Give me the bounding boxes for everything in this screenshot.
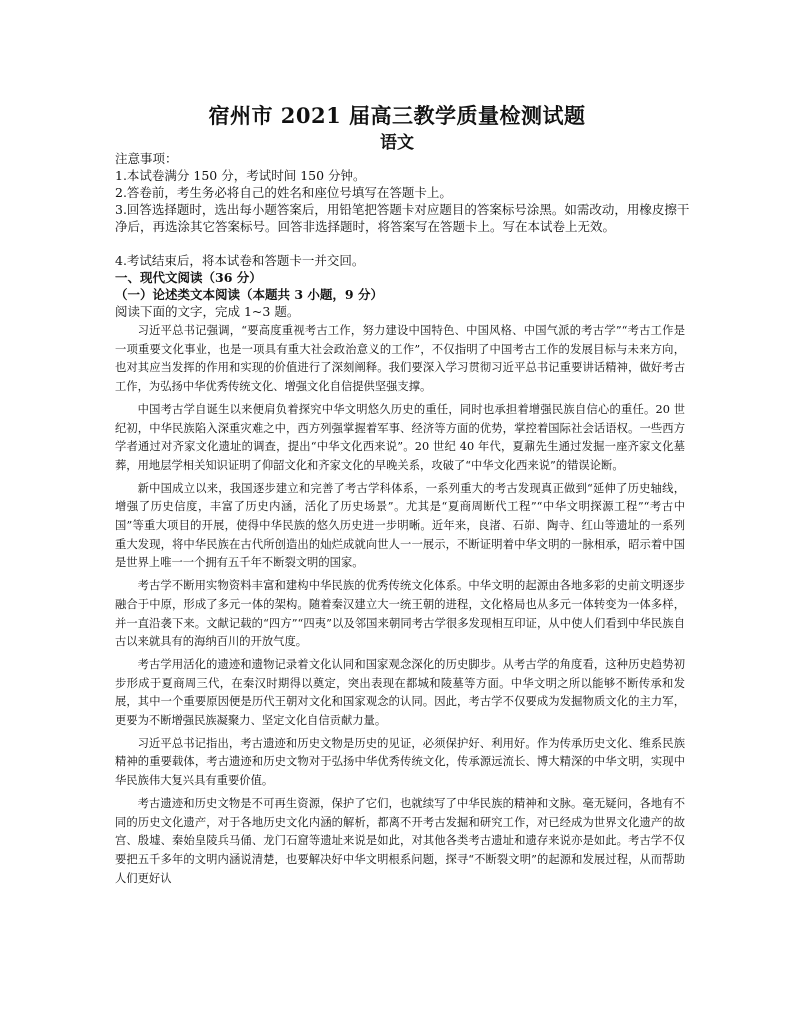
notice-item: 2.答卷前，考生务必将自己的姓名和座位号填写在答题卡上。 xyxy=(115,185,452,200)
notice-heading: 注意事项： xyxy=(115,151,178,166)
passage-paragraph: 考古学用活化的遗迹和遗物记录着文化认同和国家观念深化的历史脚步。从考古学的角度看，这种历史趋势初步形成于夏商周三代，在秦汉时期得以奠定，突出表现在都城和陵墓等方面。中华文明之所以能够不断传承和发展，其中一个重要原因便是历代王朝对文化和国家观念的认同。因此，考古学不仅要成为发掘物质文化的主力军，更要为不断增强民族凝聚力、坚定文化自信贡献力量。 xyxy=(115,657,685,728)
reading-passage xyxy=(115,322,685,888)
subject-title: 语文 xyxy=(380,133,414,153)
subsection-heading: （一）论述类文本阅读（本题共 3 小题，9 分） xyxy=(115,287,383,302)
reading-instruction: 阅读下面的文字，完成 1~3 题。 xyxy=(115,304,300,319)
page-title: 宿州市 2021 届高三教学质量检测试题 xyxy=(208,103,586,128)
notice-item: 4.考试结束后，将本试卷和答题卡一并交回。 xyxy=(115,253,365,268)
notice-item: 3.回答选择题时，选出每小题答案后，用铅笔把答题卡对应题目的答案标号涂黑。如需改动，用橡皮擦干净后，再选涂其它答案标号。回答非选择题时，将答案写在答题卡上。写在本试卷上无效。 xyxy=(115,202,690,234)
passage-paragraph: 习近平总书记指出，考古遗迹和历史文物是历史的见证，必须保护好、利用好。作为传承历史文化、维系民族精神的重要载体，考古遗迹和历史文物对于弘扬中华优秀传统文化，传承源远流长、博大精深的中华文明，实现中华民族伟大复兴具有重要价值。 xyxy=(115,736,685,788)
passage-paragraph: 考古遗迹和历史文物是不可再生资源，保护了它们，也就续写了中华民族的精神和文脉。毫无疑问，各地有不同的历史文化遗产，对于各地历史文化内涵的解析，都离不开考古发掘和研究工作，对已经成为世界文化遗产的故宫、殷墟、秦始皇陵兵马俑、龙门石窟等遗址来说是如此，对其他各类考古遗址和遗存来说亦是如此。考古学不仅要把五千多年的文明内涵说清楚，也要解决好中华文明根系问题，探寻“不断裂文明”的起源和发展过程，从而帮助人们更好认 xyxy=(115,796,685,885)
passage-paragraph: 新中国成立以来，我国逐步建立和完善了考古学科体系，一系列重大的考古发现真正做到“延伸了历史轴线，增强了历史信度，丰富了历史内涵，活化了历史场景”。尤其是“夏商周断代工程”“中华文明探源工程”“考古中国”等重大项目的开展，使得中华民族的悠久历史进一步明晰。近年来，良渚、石峁、陶寺、红山等遗址的一系列重大发现，将中华民族在古代所创造出的灿烂成就向世人一一展示，不断证明着中华文明的一脉相承，昭示着中国是世界上唯一一个拥有五千年不断裂文明的国家。 xyxy=(115,481,685,570)
passage-paragraph: 习近平总书记强调，“要高度重视考古工作，努力建设中国特色、中国风格、中国气派的考古学”“考古工作是一项重要文化事业，也是一项具有重大社会政治意义的工作”，不仅指明了中国考古工作的发展目标与未来方向，也对其应当发挥的作用和实现的价值进行了深刻阐释。我们要深入学习贯彻习近平总书记重要讲话精神，做好考古工作，为弘扬中华优秀传统文化、增强文化自信提供坚强支撑。 xyxy=(115,324,685,394)
passage-paragraph: 中国考古学自诞生以来便肩负着探究中华文明悠久历史的重任，同时也承担着增强民族自信心的重任。20 世纪初，中华民族陷入深重灾难之中，西方列强掌握着军事、经济等方面的优势，掌控着国际社会话语权。一些西方学者通过对齐家文化遗址的调查，提出“中华文化西来说”。20 世纪 40 年代，夏鼐先生通过发掘一座齐家文化墓葬，用地层学相关知识证明了仰韶文化和齐家文化的早晚关系，攻破了“中华文化西来说”的错误论断。 xyxy=(115,402,685,472)
passage-paragraph: 考古学不断用实物资料丰富和建构中华民族的优秀传统文化体系。中华文明的起源由各地多彩的史前文明逐步融合于中原，形成了多元一体的架构。随着秦汉建立大一统王朝的进程，文化格局也从多元一体转变为一体多样，并一直沿袭下来。文献记载的“四方”“四夷”以及邻国来朝同考古学很多发现相互印证，从中使人们看到中华民族自古以来就具有的海纳百川的开放气度。 xyxy=(115,579,685,649)
section-heading: 一、现代文阅读（36 分） xyxy=(115,270,262,285)
notice-item: 1.本试卷满分 150 分，考试时间 150 分钟。 xyxy=(115,168,366,183)
